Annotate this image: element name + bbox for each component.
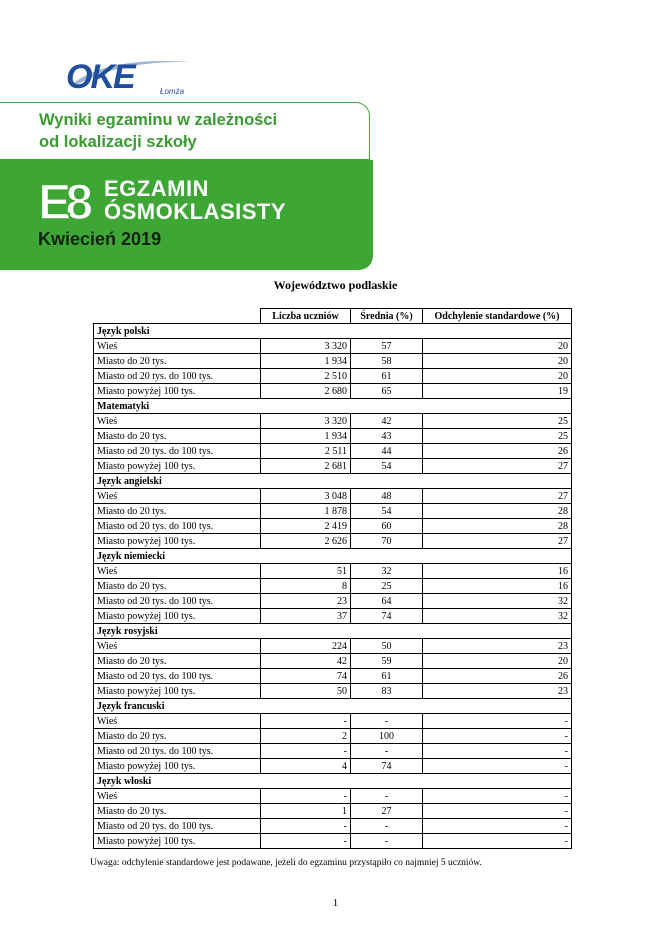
table-row [94,684,572,699]
table-row [94,564,572,579]
std-deviation: - [423,804,572,819]
footnote: Uwaga: odchylenie standardowe jest podawane, jeżeli do egzaminu przystąpiło co najmniej 5 uczniów. [90,858,482,868]
location-label: Miasto od 20 tys. do 100 tys. [94,744,261,759]
location-label: Miasto powyżej 100 tys. [94,834,261,849]
table-row [94,579,572,594]
student-count: - [261,834,351,849]
std-deviation: 27 [423,459,572,474]
location-label: Wieś [94,489,261,504]
location-label: Miasto od 20 tys. do 100 tys. [94,669,261,684]
mean-score: 83 [351,684,423,699]
table-row [94,759,572,774]
location-label: Miasto do 20 tys. [94,729,261,744]
table-row [94,429,572,444]
svg-text:Łomża: Łomża [160,87,185,96]
report-title-line1: Wyniki egzaminu w zależności [39,111,278,129]
std-deviation: 23 [423,639,572,654]
student-count: - [261,819,351,834]
location-label: Wieś [94,639,261,654]
location-label: Miasto powyżej 100 tys. [94,609,261,624]
student-count: 4 [261,759,351,774]
mean-score: 70 [351,534,423,549]
subject-label: Matematyki [94,399,572,414]
subject-label: Język angielski [94,474,572,489]
student-count: 2 681 [261,459,351,474]
student-count: 3 320 [261,339,351,354]
location-label: Wieś [94,564,261,579]
table-row [94,444,572,459]
exam-name-line2: ÓSMOKLASISTY [104,199,287,224]
std-deviation: 20 [423,354,572,369]
svg-text:OKE: OKE [66,58,134,96]
student-count: 1 934 [261,354,351,369]
table-row [94,654,572,669]
student-count: 3 048 [261,489,351,504]
mean-score: 74 [351,609,423,624]
table-body [94,324,572,849]
table-row [94,459,572,474]
std-deviation: - [423,729,572,744]
mean-score: - [351,789,423,804]
mean-score: 42 [351,414,423,429]
location-label: Miasto od 20 tys. do 100 tys. [94,519,261,534]
table-row [94,369,572,384]
header-count: Liczba uczniów [261,309,351,324]
location-label: Miasto do 20 tys. [94,429,261,444]
student-count: 1 878 [261,504,351,519]
student-count: - [261,744,351,759]
location-label: Miasto do 20 tys. [94,579,261,594]
student-count: 74 [261,669,351,684]
table-row [94,789,572,804]
location-label: Wieś [94,714,261,729]
std-deviation: - [423,714,572,729]
table-row [94,714,572,729]
std-deviation: - [423,759,572,774]
table-header-row [94,309,572,324]
table-row [94,489,572,504]
location-label: Wieś [94,789,261,804]
student-count: 2 511 [261,444,351,459]
mean-score: 50 [351,639,423,654]
mean-score: - [351,744,423,759]
subject-row [94,399,572,414]
exam-date: Kwiecień 2019 [38,229,162,249]
std-deviation: 16 [423,579,572,594]
student-count: 37 [261,609,351,624]
header-mean: Średnia (%) [351,309,423,324]
table-row [94,414,572,429]
student-count: 2 510 [261,369,351,384]
location-label: Miasto do 20 tys. [94,654,261,669]
std-deviation: 32 [423,594,572,609]
student-count: - [261,714,351,729]
std-deviation: 26 [423,444,572,459]
mean-score: 60 [351,519,423,534]
std-deviation: 25 [423,429,572,444]
location-label: Miasto do 20 tys. [94,804,261,819]
mean-score: 25 [351,579,423,594]
location-label: Miasto od 20 tys. do 100 tys. [94,594,261,609]
table-row [94,534,572,549]
mean-score: 43 [351,429,423,444]
std-deviation: 28 [423,504,572,519]
report-header [0,102,373,270]
std-deviation: 19 [423,384,572,399]
table-row [94,519,572,534]
report-title-line2: od lokalizacji szkoły [39,133,197,151]
mean-score: 100 [351,729,423,744]
subject-row [94,474,572,489]
location-label: Miasto powyżej 100 tys. [94,459,261,474]
subject-row [94,774,572,789]
student-count: 2 680 [261,384,351,399]
std-deviation: 20 [423,339,572,354]
results-table [93,308,572,849]
mean-score: 58 [351,354,423,369]
header-sd: Odchylenie standardowe (%) [423,309,572,324]
oke-logo [64,52,198,96]
location-label: Miasto powyżej 100 tys. [94,759,261,774]
subject-row [94,624,572,639]
std-deviation: 26 [423,669,572,684]
location-label: Miasto do 20 tys. [94,504,261,519]
exam-name-line1: EGZAMIN [104,176,209,201]
std-deviation: 16 [423,564,572,579]
location-label: Miasto od 20 tys. do 100 tys. [94,819,261,834]
location-label: Miasto od 20 tys. do 100 tys. [94,444,261,459]
mean-score: - [351,714,423,729]
mean-score: 32 [351,564,423,579]
mean-score: - [351,834,423,849]
mean-score: 59 [351,654,423,669]
location-label: Miasto powyżej 100 tys. [94,384,261,399]
mean-score: 65 [351,384,423,399]
page-number: 1 [332,897,339,909]
table-row [94,504,572,519]
region-title: Województwo podlaskie [273,278,398,292]
table-row [94,804,572,819]
student-count: 1 [261,804,351,819]
student-count: - [261,789,351,804]
subject-row [94,699,572,714]
std-deviation: 20 [423,654,572,669]
subject-row [94,549,572,564]
location-label: Wieś [94,414,261,429]
table-row [94,609,572,624]
table-row [94,834,572,849]
table-row [94,669,572,684]
std-deviation: - [423,789,572,804]
table-row [94,744,572,759]
location-label: Wieś [94,339,261,354]
mean-score: 44 [351,444,423,459]
table-row [94,339,572,354]
mean-score: 48 [351,489,423,504]
location-label: Miasto od 20 tys. do 100 tys. [94,369,261,384]
location-label: Miasto do 20 tys. [94,354,261,369]
std-deviation: 32 [423,609,572,624]
std-deviation: - [423,834,572,849]
mean-score: 61 [351,669,423,684]
std-deviation: 27 [423,489,572,504]
mean-score: 61 [351,369,423,384]
table-row [94,729,572,744]
std-deviation: 27 [423,534,572,549]
subject-label: Język polski [94,324,572,339]
svg-text:E8: E8 [38,174,88,223]
student-count: 42 [261,654,351,669]
mean-score: 54 [351,504,423,519]
header-blank-cell [94,309,261,324]
student-count: 51 [261,564,351,579]
mean-score: 57 [351,339,423,354]
std-deviation: 23 [423,684,572,699]
location-label: Miasto powyżej 100 tys. [94,684,261,699]
std-deviation: 28 [423,519,572,534]
table-row [94,639,572,654]
subject-row [94,324,572,339]
subject-label: Język rosyjski [94,624,572,639]
mean-score: 27 [351,804,423,819]
location-label: Miasto powyżej 100 tys. [94,534,261,549]
student-count: 1 934 [261,429,351,444]
student-count: 2 626 [261,534,351,549]
e8-badge-icon [38,173,110,223]
table-row [94,819,572,834]
mean-score: - [351,819,423,834]
mean-score: 74 [351,759,423,774]
std-deviation: 20 [423,369,572,384]
subject-label: Język francuski [94,699,572,714]
table-row [94,594,572,609]
student-count: 3 320 [261,414,351,429]
table-row [94,354,572,369]
std-deviation: - [423,744,572,759]
student-count: 2 419 [261,519,351,534]
student-count: 50 [261,684,351,699]
std-deviation: 25 [423,414,572,429]
mean-score: 64 [351,594,423,609]
student-count: 224 [261,639,351,654]
std-deviation: - [423,819,572,834]
student-count: 23 [261,594,351,609]
table-row [94,384,572,399]
subject-label: Język włoski [94,774,572,789]
mean-score: 54 [351,459,423,474]
title-box [0,102,370,160]
exam-banner [0,160,373,270]
student-count: 8 [261,579,351,594]
student-count: 2 [261,729,351,744]
subject-label: Język niemiecki [94,549,572,564]
